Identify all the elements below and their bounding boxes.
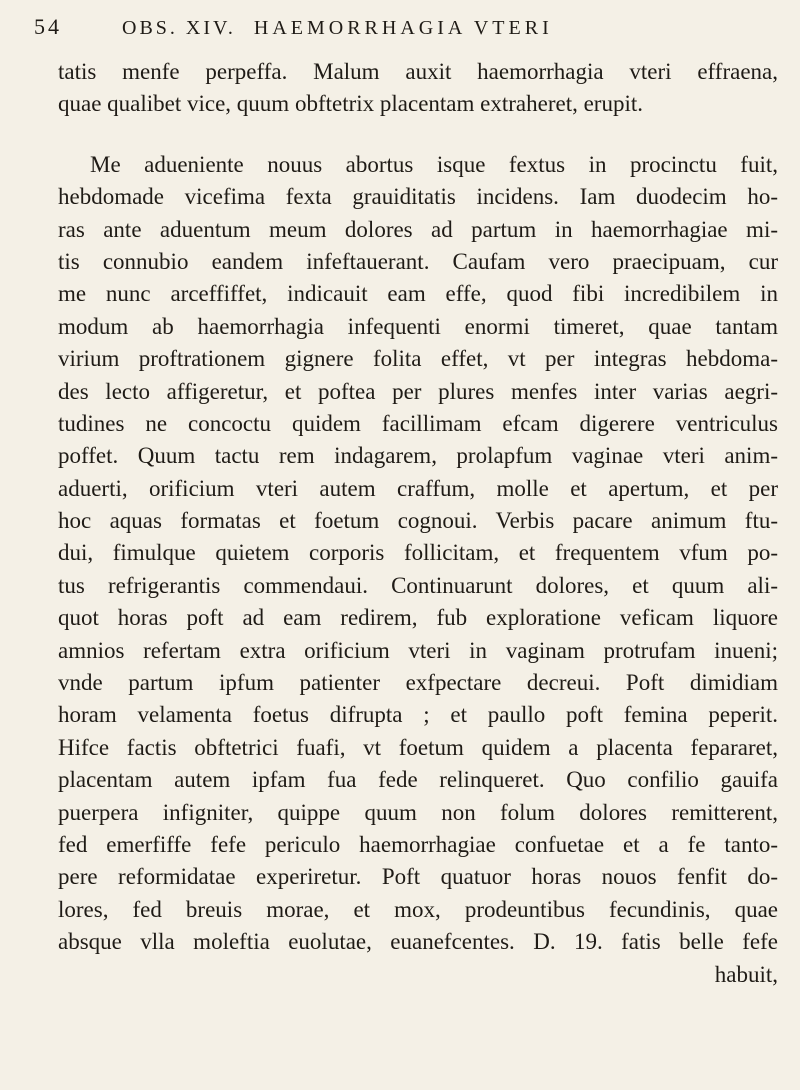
- text-line: Me adueniente nouus abortus isque fextus in procinctu fuit,: [90, 151, 778, 177]
- text-line: hoc aquas formatas et foetum cognoui. Verbis pacare animum ftu-: [58, 508, 778, 534]
- text-line: lores, fed breuis morae, et mox, prodeuntibus fecundinis, quae: [58, 896, 778, 922]
- catchword-line: habuit,: [714, 961, 778, 987]
- paragraph-2: [58, 149, 778, 991]
- paragraph-1: [58, 56, 778, 121]
- text-line: ras ante aduentum meum dolores ad partum in haemorrhagiae mi-: [58, 216, 778, 242]
- text-line: modum ab haemorrhagia infequenti enormi timeret, quae tantam: [58, 313, 778, 339]
- text-line: tus refrigerantis commendaui. Continuarunt dolores, et quum ali-: [58, 572, 778, 598]
- observation-label: OBS. XIV.: [122, 17, 236, 39]
- text-line: puerpera infigniter, quippe quum non folum dolores remitterent,: [58, 799, 778, 825]
- text-line: virium proftrationem gignere folita effet, vt per integras hebdoma-: [58, 346, 778, 372]
- text-line: des lecto affigeretur, et poftea per plures menfes inter varias aegri-: [58, 378, 778, 404]
- text-line: poffet. Quum tactu rem indagarem, prolapfum vaginae vteri anim-: [58, 443, 778, 469]
- text-line: placentam autem ipfam fua fede relinqueret. Quo confilio gauifa: [58, 767, 778, 793]
- text-line: dui, fimulque quietem corporis follicitam, et frequentem vfum po-: [58, 540, 778, 566]
- text-line: tis connubio eandem infeftauerant. Caufam vero praecipuam, cur: [58, 248, 778, 274]
- text-line: amnios refertam extra orificium vteri in vaginam protrufam inueni;: [58, 637, 778, 663]
- running-head: [34, 14, 774, 50]
- text-line: pere reformidatae experiretur. Poft quatuor horas nouos fenfit do-: [58, 864, 778, 890]
- text-line: tatis menfe perpeffa. Malum auxit haemorrhagia vteri effraena,: [58, 59, 778, 84]
- body-text: [58, 56, 778, 991]
- text-line: horam velamenta foetus difrupta ; et paullo poft femina peperit.: [58, 702, 778, 728]
- text-line: Hifce factis obftetrici fuafi, vt foetum quidem a placenta fepararet,: [58, 734, 778, 760]
- text-line: tudines ne concoctu quidem facillimam efcam digerere ventriculus: [58, 410, 778, 436]
- paragraph-gap: [58, 121, 778, 149]
- text-line: vnde partum ipfum patienter exfpectare decreui. Poft dimidiam: [58, 670, 778, 696]
- text-line: aduerti, orificium vteri autem craffum, molle et apertum, et per: [58, 475, 778, 501]
- text-line: quot horas poft ad eam redirem, fub exploratione veficam liquore: [58, 605, 778, 631]
- page-number: 54: [34, 14, 62, 39]
- text-line: absque vlla moleftia euolutae, euanefcentes. D. 19. fatis belle fefe: [58, 929, 778, 955]
- chapter-title: HAEMORRHAGIA VTERI: [253, 17, 553, 39]
- text-line: quae qualibet vice, quum obftetrix placentam extraheret, erupit.: [58, 91, 643, 117]
- text-line: fed emerfiffe fefe periculo haemorrhagiae confuetae et a fe tanto-: [58, 831, 778, 857]
- text-line: hebdomade vicefima fexta grauiditatis incidens. Iam duodecim ho-: [58, 184, 778, 210]
- text-line: me nunc arceffiffet, indicauit eam effe, quod fibi incredibilem in: [58, 281, 778, 307]
